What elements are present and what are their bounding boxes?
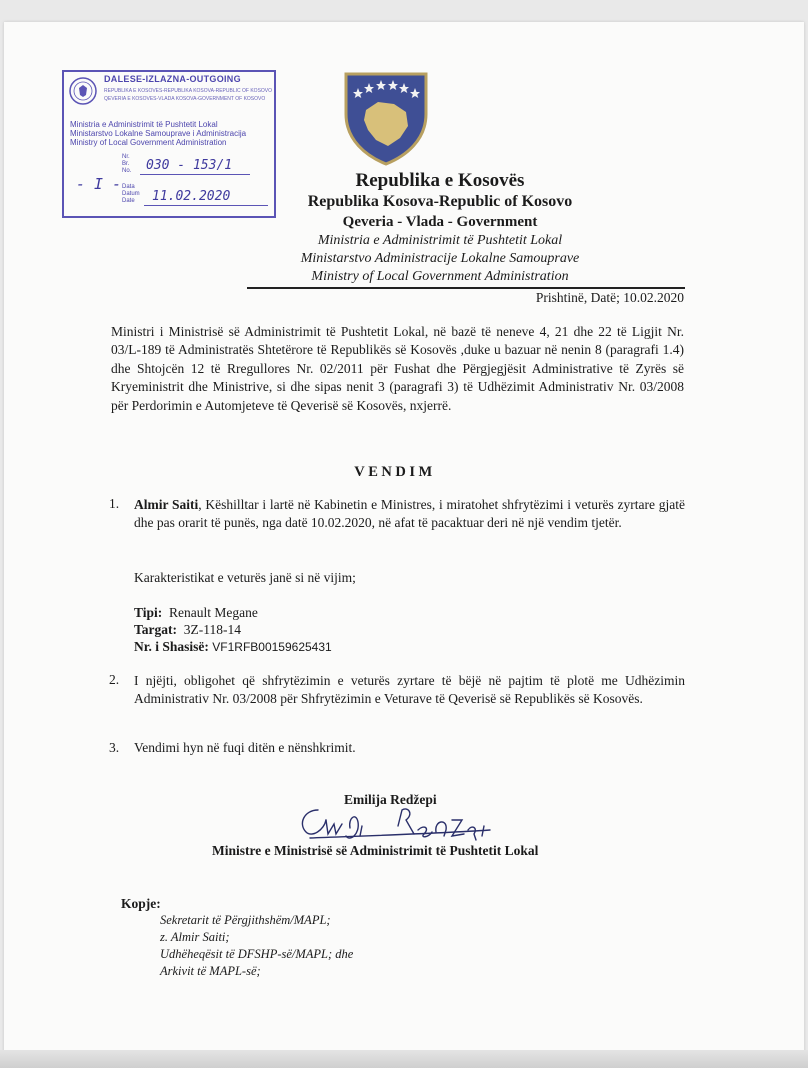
stamp-ministry-line: Ministarstvo Lokalne Samouprave i Administracija (70, 129, 247, 138)
preamble-paragraph: Ministri i Ministrisë së Administrimit të Pushtetit Lokal, në bazë të neneve 4, 21 dhe 22 të Ligjit Nr. 03/L-189 të Administratës Shtetërore të Republikës së Kosovës ,duke u bazuar në nenin 8 (paragrafi 1.4) dhe Shtojcën 12 të Rregullores Nr. 02/2011 për Fushat dhe Përgjegjësit Administrative të Zyrës së Kryeministrit dhe Ministrive, si dhe sipas nenit 3 (paragrafi 3) të Udhëzimit Administrativ Nr. 03/2008 për Perdorimin e Automjeteve të Qeverisë së Kosovës, nxjerrë. (111, 324, 684, 413)
ministry-name-en: Ministry of Local Government Administration (311, 269, 569, 284)
stamp-header-line: QEVERIA E KOSOVES-VLADA KOSOVA-GOVERNMENT OF KOSOVO (104, 96, 266, 102)
vehicle-type-row (134, 605, 258, 621)
stamp-header-line: REPUBLIKA E KOSOVES-REPUBLIKA KOSOVA-REPUBLIC OF KOSOVO (104, 88, 273, 94)
vehicle-type-label: Tipi: (134, 605, 163, 620)
stamp-protocol-number: 030 - 153/1 (146, 158, 233, 173)
stamp-br-label: Br. (122, 161, 130, 167)
stamp-no-label: No. (122, 168, 132, 174)
copy-recipient: Arkivit të MAPL-së; (160, 964, 261, 978)
vehicle-chassis-row (134, 639, 332, 655)
government-title: Qeveria - Vlada - Government (342, 214, 538, 230)
place-and-date: Prishtinë, Datë; 10.02.2020 (535, 290, 684, 305)
handwritten-signature (290, 790, 500, 850)
copy-recipient: Sekretarit të Përgjithshëm/MAPL; (160, 913, 331, 927)
vehicle-plate-value: 3Z-118-14 (183, 622, 241, 637)
republic-title: Republika e Kosovës (355, 170, 525, 191)
decision-item-1-text: , Këshilltar i lartë në Kabinetin e Ministres, i miratohet shfrytëzimi i veturës zyrtare gjatë dhe pas orarit të punës, nga datë 10.02.2020, në afat të pacaktuar deri në një vendim tjetër. (134, 497, 686, 531)
vehicle-chassis-value: VF1RFB00159625431 (212, 640, 332, 654)
item-number: 2. (109, 672, 120, 687)
employee-name: Almir Saiti (134, 497, 199, 512)
decision-title: VENDIM (354, 464, 436, 480)
decision-item-1 (134, 496, 685, 533)
stamp-datum-label: Datum (122, 191, 140, 197)
stamp-data-label: Data (122, 184, 135, 190)
ministry-name-sr: Ministarstvo Administracije Lokalne Samouprave (300, 251, 580, 266)
kosovo-coat-of-arms-icon (342, 70, 430, 166)
page-bottom-shadow (0, 1050, 808, 1068)
copy-recipient: Udhëheqësit të DFSHP-së/MAPL; dhe (160, 947, 354, 961)
copy-recipient: z. Almir Saiti; (160, 930, 230, 944)
header-divider (247, 287, 685, 289)
stamp-roman-numeral: - I - (76, 175, 122, 193)
ministry-name-sq: Ministria e Administrimit të Pushtetit Lokal (317, 233, 563, 248)
item-number: 1. (109, 496, 120, 511)
stamp-nr-label: Nr. (122, 154, 130, 160)
copies-label: Kopje: (121, 896, 161, 911)
vehicle-chassis-label: Nr. i Shasisë: (134, 639, 209, 654)
vehicle-type-value: Renault Megane (169, 605, 258, 620)
stamp-ministry-line: Ministria e Administrimit të Pushtetit Lokal (70, 120, 218, 129)
stamp-date-label: Date (122, 198, 135, 204)
item-number: 3. (109, 740, 120, 755)
characteristics-intro: Karakteristikat e veturës janë si në vijim; (134, 570, 356, 585)
signatory-name: Emilija Redžepi (344, 792, 437, 807)
vehicle-plate-row (134, 622, 241, 638)
republic-alt-title: Republika Kosova-Republic of Kosovo (307, 193, 573, 210)
signatory-title: Ministre e Ministrisë së Administrimit të Pushtetit Lokal (212, 843, 539, 858)
decision-item-2: I njëjti, obligohet që shfrytëzimin e veturës zyrtare të bëjë në pajtim të plotë me Udhëzimin Administrativ Nr. 03/2008 për Shfrytëzimin e Veturave të Qeverisë së Republikës së Kosovës. (134, 673, 685, 707)
stamp-seal-icon (68, 76, 98, 106)
stamp-ministry-line: Ministry of Local Government Administration (70, 138, 227, 147)
stamp-date-value: 11.02.2020 (152, 189, 231, 204)
decision-item-3: Vendimi hyn në fuqi ditën e nënshkrimit. (134, 740, 356, 755)
stamp-title: DALESE-IZLAZNA-OUTGOING (104, 74, 241, 84)
vehicle-plate-label: Targat: (134, 622, 177, 637)
